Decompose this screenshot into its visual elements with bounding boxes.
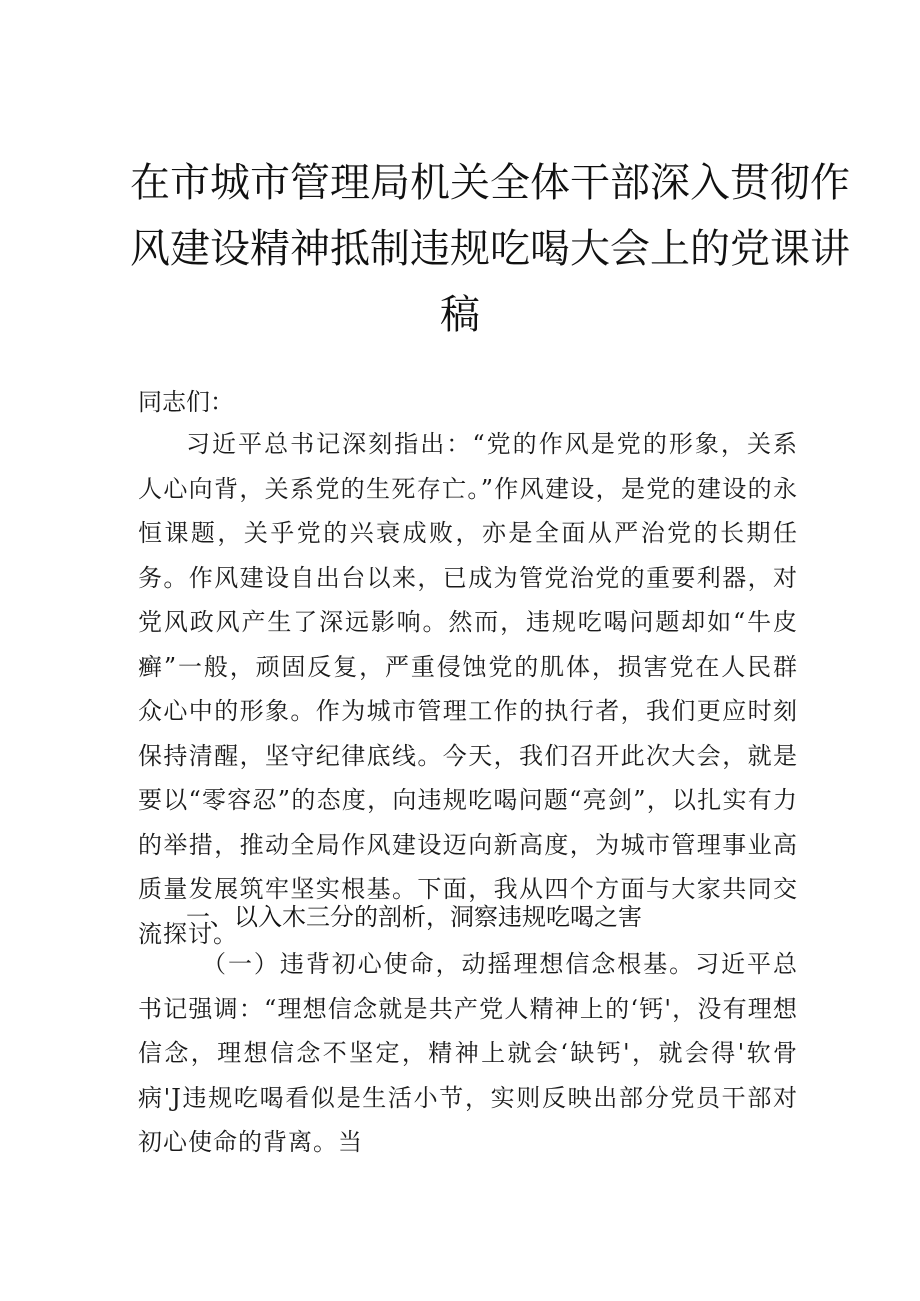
- title-line-1: 在市城市管理局机关全体干部深入贯彻作: [130, 160, 850, 206]
- paragraph-intro: 习近平总书记深刻指出：“党的作风是党的形象，关系人心向背，关系党的生死存亡。”作风建设，是党的建设的永恒课题，关乎党的兴衰成败，亦是全面从严治党的长期任务。作风建设自出台以来，已成为管党治党的重要利器，对党风政风产生了深远影响。然而，违规吃喝问题却如“牛皮癣”一般，顽固反复，严重侵蚀党的肌体，损害党在人民群众心中的形象。作为城市管理工作的执行者，我们更应时刻保持清醒，坚守纪律底线。今天，我们召开此次大会，就是要以“零容忍”的态度，向违规吃喝问题“亮剑”，以扎实有力的举措，推动全局作风建设迈向新高度，为城市管理事业高质量发展筑牢坚实根基。下面，我从四个方面与大家共同交流探讨。: [138, 430, 798, 948]
- section-heading-1: 一、以入木三分的剖析，洞察违规吃喝之害: [186, 903, 642, 931]
- paragraph-section-1-1: （一）违背初心使命，动摇理想信念根基。习近平总书记强调：“理想信念就是共产党人精神上的‘钙'，没有理想信念，理想信念不坚定，精神上就会‘缺钙'，就会得'软骨病'J违规吃喝看似是生活小节，实则反映出部分党员干部对初心使命的背离。当: [138, 950, 798, 1156]
- title-line-2: 风建设精神抵制违规吃喝大会上的党课讲: [130, 226, 850, 272]
- salutation: 同志们：: [138, 388, 234, 416]
- document-title: [130, 150, 850, 348]
- title-line-3: 稿: [440, 292, 480, 338]
